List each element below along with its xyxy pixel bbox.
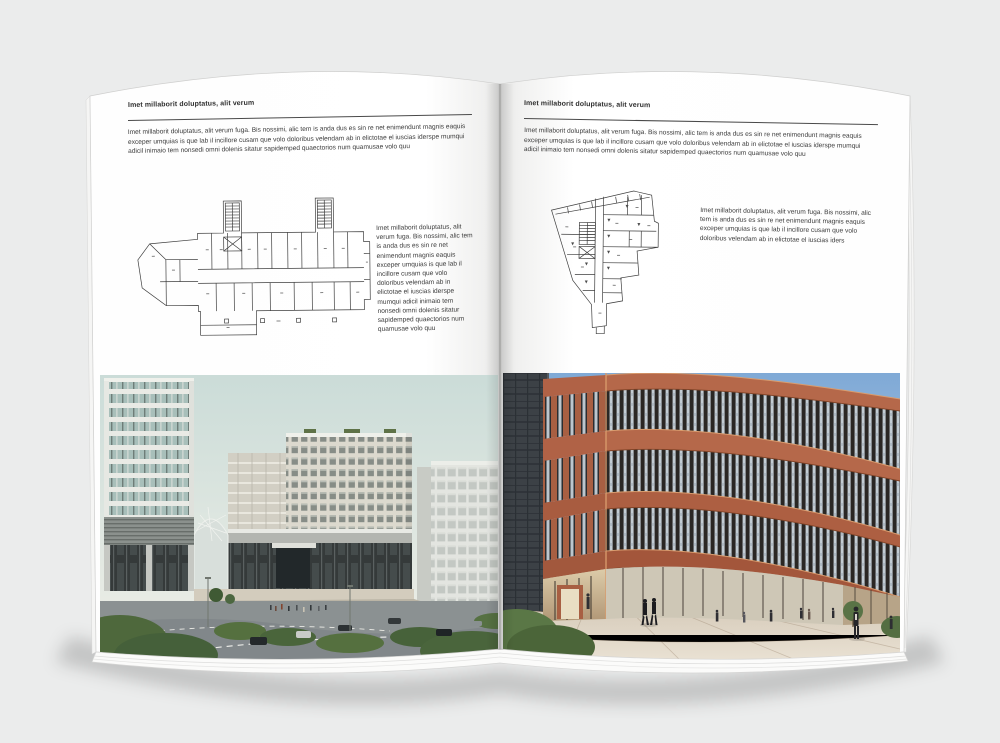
terracotta-building-left-face — [543, 375, 606, 621]
right-office-building — [417, 461, 498, 601]
glass-tower — [104, 378, 194, 591]
terracotta-building-right-face — [606, 373, 900, 625]
terracotta-building-photo — [503, 373, 900, 663]
intro-paragraph: Imet millaborit doluptatus, alit verum fuga. Bis nossimi, alic tem is anda dus es sin re net enimendunt magnis eaquis exceper umquias is que lab il incillore cusam que volo doloribus velendam ab in elictotae el iuscias iderspe mumqui adicil inimaio tem nonsedi omni dolenis sitatur sapidemped quaectorios num quamusae volo quu — [523, 127, 862, 159]
page-header: Imet millaborit doluptatus, alit verum — [127, 99, 255, 109]
intro-paragraph: Imet millaborit doluptatus, alit verum fuga. Bis nossimi, alic tem is anda dus es sin re net enimendunt magnis eaquis exceper umquias is que lab il incillore cusam que volo doloribus velendam ab in elictotae el iuscias iderspe mumqui adicil inimaio tem nonsedi omni dolenis sitatur sapidemped quaectorios num quamusae volo quu — [127, 123, 466, 156]
neighbor-building — [503, 373, 549, 611]
hotel-rear-wing — [228, 453, 290, 537]
page-header: Imet millaborit doluptatus, alit verum — [523, 100, 651, 110]
floor-plan-right-image — [536, 182, 676, 337]
plan-note: Imet millaborit doluptatus, alit verum fuga. Bis nossimi, alic tem is anda dus es sin re net enimendunt magnis eaquis exceper umquias is que lab il incillore cusam que volo doloribus velendam ab in elictotae el iuscias iders — [699, 207, 872, 245]
hotel-building — [286, 429, 412, 533]
plan-note: Imet millaborit doluptatus, alit verum fuga. Bis nossimi, alic tem is anda dus es sin re net enimendunt magnis eaquis exceper umquias is que lab il incillore cusam que volo doloribus velendam ab in elictotae el iuscias iderspe mumqui adicil inimaio tem nonsedi omni dolenis sitatur sapidemped quaectorios num quamusae volo quu — [376, 223, 473, 334]
city-render-photo — [100, 375, 498, 665]
floor-plan-left-image — [135, 192, 375, 352]
podium-base — [228, 529, 412, 591]
